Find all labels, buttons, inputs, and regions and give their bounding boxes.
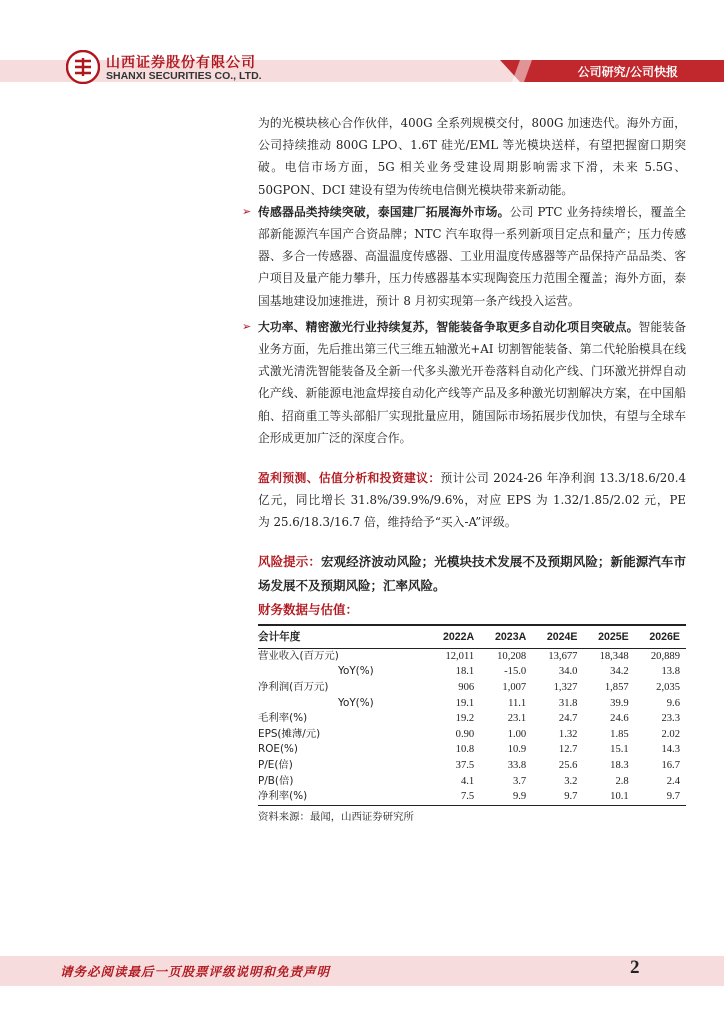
bullet-laser-title: 大功率、精密激光行业持续复苏，智能装备争取更多自动化项目突破点。 xyxy=(258,319,639,334)
table-cell: 4.1 xyxy=(460,775,475,787)
report-body xyxy=(242,112,686,825)
table-cell: 16.7 xyxy=(661,760,680,772)
table-row xyxy=(258,648,686,664)
table-row xyxy=(258,742,686,758)
table-cell: 10.1 xyxy=(583,789,634,805)
company-name-cn: 山西证券股份有限公司 xyxy=(106,55,256,71)
table-row xyxy=(258,696,686,712)
forecast-paragraph xyxy=(258,467,686,534)
table-cell: 13.8 xyxy=(661,666,680,678)
bullet-sensor-text: 公司 PTC 业务持续增长，覆盖全部新能源汽车国产合资品牌；NTC 汽车取得一系列新项目定点和量产；压力传感器、多合一传感器、高温温度传感器、工业用温度传感器等产品保持产品品类、客户项目及量产能力攀升，压力传感器基本实现陶瓷压力范围全覆盖；海外方面，泰国基地建设加速推进，预计 8 月初实现第一条产线投入运营。 xyxy=(258,204,686,308)
row-label: ROE(%) xyxy=(258,743,298,756)
forecast-title: 盈利预测、估值分析和投资建议： xyxy=(258,471,441,486)
paragraph-optical-module: 为的光模块核心合作伙伴，400G 全系列规模交付，800G 加速迭代。海外方面，公司持续推动 800G LPO、1.6T 硅光/EML 等光模块送样，有望把握窗口期突破。电信市场方面，5G 相关业务受建设周期影响需求下滑，未来 5.5G、50GPON、DCI 建设有望为传统电信侧光模块带来新动能。 xyxy=(258,116,686,197)
table-cell: 39.9 xyxy=(610,697,629,709)
row-label: YoY(%) xyxy=(338,665,374,678)
table-header-cell: 2022A xyxy=(428,625,480,649)
table-cell: 24.6 xyxy=(610,713,629,725)
table-cell: 25.6 xyxy=(558,760,578,772)
table-cell: 10.9 xyxy=(507,744,527,756)
table-cell: 1.85 xyxy=(610,728,629,740)
bullet-sensor-title: 传感器品类持续突破，泰国建厂拓展海外市场。 xyxy=(258,204,510,219)
table-cell: 9.6 xyxy=(666,697,680,709)
bullet-arrow-icon: ➢ xyxy=(242,204,252,218)
table-cell: 18,348 xyxy=(599,650,629,662)
row-label: 毛利率(%) xyxy=(258,712,308,725)
risk-text: 宏观经济波动风险；光模块技术发展不及预期风险；新能源汽车市场发展不及预期风险；汇率风险。 xyxy=(258,553,686,593)
table-cell: 18.3 xyxy=(610,760,629,772)
table-cell: 1,007 xyxy=(502,682,527,694)
row-label: P/B(倍) xyxy=(258,774,294,787)
table-cell: 34.2 xyxy=(610,666,629,678)
table-cell: 2,035 xyxy=(656,682,680,694)
report-category: 公司研究/公司快报 xyxy=(577,65,678,79)
table-cell: 9.7 xyxy=(532,789,583,805)
table-title: 财务数据与估值： xyxy=(258,601,359,617)
financial-table xyxy=(258,624,686,806)
table-row xyxy=(258,680,686,696)
table-cell: 0.90 xyxy=(455,728,475,740)
table-cell: 1,857 xyxy=(604,682,629,694)
table-row xyxy=(258,711,686,727)
table-cell: 24.7 xyxy=(558,713,578,725)
table-cell: 14.3 xyxy=(661,744,680,756)
table-cell: 1,327 xyxy=(553,682,578,694)
table-cell: 19.1 xyxy=(455,697,475,709)
table-cell: 2.8 xyxy=(615,775,629,787)
page-header xyxy=(0,0,724,100)
bullet-laser xyxy=(242,316,686,449)
bullet-laser-text: 智能装备业务方面，先后推出第三代三维五轴激光+AI 切割智能装备、第二代轮胎模具在线式激光清洗智能装备及全新一代多头激光开卷落料自动化产线、门环激光拼焊自动化产线、新能源电池盒焊接自动化产线等产品及多种激光切割解决方案，在中国船舶、招商重工等头部船厂实现批量应用，随国际市场拓展步伐加快，有望与全球车企形成更加广泛的深度合作。 xyxy=(258,319,686,445)
table-cell: 7.5 xyxy=(428,789,480,805)
table-cell: 37.5 xyxy=(455,760,475,772)
forecast-text: 预计公司 2024-26 年净利润 13.3/18.6/20.4 亿元，同比增长 31.8%/39.9%/9.6%，对应 EPS 为 1.32/1.85/2.02 元，PE 为 25.6/18.3/16.7 倍，维持给予“买入-A”评级。 xyxy=(258,471,686,530)
table-cell: 19.2 xyxy=(455,713,475,725)
table-cell: 906 xyxy=(458,682,475,694)
table-cell: 12.7 xyxy=(558,744,578,756)
table-row xyxy=(258,727,686,743)
risk-paragraph xyxy=(258,550,686,598)
footer-disclaimer: 请务必阅读最后一页股票评级说明和免责声明 xyxy=(60,964,331,979)
row-label: 营业收入(百万元) xyxy=(258,649,339,662)
table-cell: 10.8 xyxy=(455,744,475,756)
company-name-en: SHANXI SECURITIES CO., LTD. xyxy=(106,70,262,82)
row-label: 净利润(百万元) xyxy=(258,681,329,694)
table-row xyxy=(258,664,686,680)
table-header-cell: 2023A xyxy=(480,625,532,649)
table-cell: 9.9 xyxy=(480,789,532,805)
table-source: 资料来源：最闻，山西证券研究所 xyxy=(258,810,414,823)
company-logo-icon xyxy=(66,50,100,84)
table-cell: 3.2 xyxy=(564,775,578,787)
table-row xyxy=(258,789,686,805)
table-cell: 20,889 xyxy=(650,650,680,662)
table-header-cell: 会计年度 xyxy=(258,625,428,649)
row-label: 净利率(%) xyxy=(258,789,428,805)
table-cell: 3.7 xyxy=(512,775,527,787)
bullet-arrow-icon: ➢ xyxy=(242,319,252,333)
table-cell: 23.1 xyxy=(507,713,527,725)
table-cell: 10,208 xyxy=(497,650,527,662)
table-row xyxy=(258,758,686,774)
table-cell: 34.0 xyxy=(558,666,578,678)
risk-title: 风险提示： xyxy=(258,553,321,569)
table-cell: 23.3 xyxy=(661,713,680,725)
table-header-cell: 2026E xyxy=(635,625,686,649)
table-cell: 1.00 xyxy=(507,728,527,740)
page-number: 2 xyxy=(630,957,640,978)
row-label: P/E(倍) xyxy=(258,759,293,772)
table-cell: 15.1 xyxy=(610,744,629,756)
table-cell: 2.4 xyxy=(666,775,680,787)
table-header-cell: 2025E xyxy=(583,625,634,649)
table-header-row xyxy=(258,625,686,649)
table-header-cell: 2024E xyxy=(532,625,583,649)
table-cell: 11.1 xyxy=(508,697,527,709)
bullet-sensor xyxy=(242,201,686,312)
table-cell: 2.02 xyxy=(661,728,680,740)
table-cell: 1.32 xyxy=(558,728,578,740)
table-cell: 31.8 xyxy=(558,697,578,709)
table-cell: 18.1 xyxy=(455,666,475,678)
table-row xyxy=(258,774,686,790)
row-label: YoY(%) xyxy=(338,696,374,709)
row-label: EPS(摊薄/元) xyxy=(258,727,321,740)
table-cell: 13,677 xyxy=(548,650,578,662)
table-cell: -15.0 xyxy=(504,666,527,678)
table-cell: 33.8 xyxy=(507,760,527,772)
table-cell: 9.7 xyxy=(635,789,686,805)
table-cell: 12,011 xyxy=(445,650,475,662)
